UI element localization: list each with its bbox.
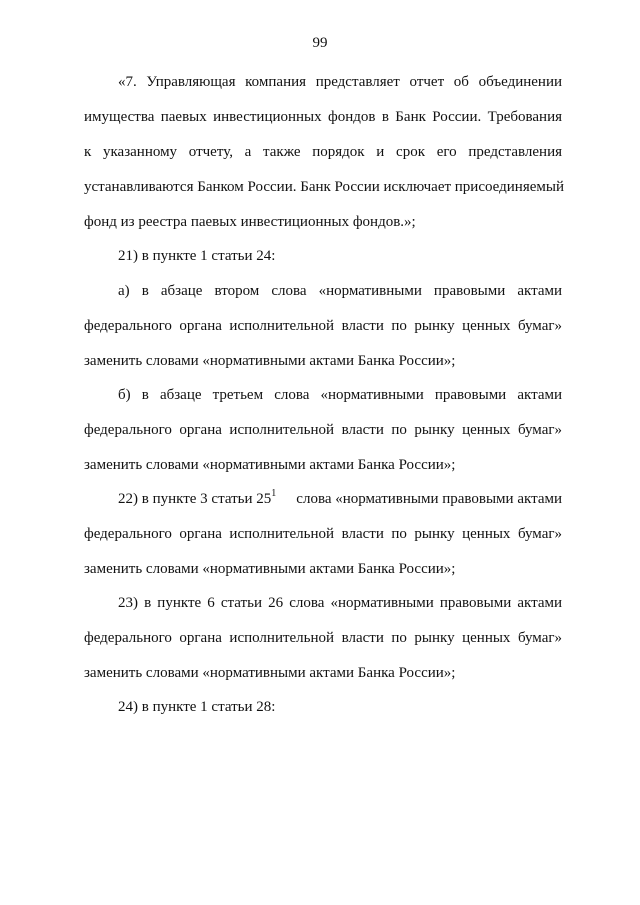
item-22-text: 22) в пункте 3 статьи 25	[118, 491, 272, 507]
subitem-b-line-2: федерального органа исполнительной власти по рынку ценных бумаг»	[84, 422, 562, 438]
item-23-line-1: 23) в пункте 6 статьи 26 слова «нормативными правовыми актами	[118, 595, 562, 611]
item-22-line-2: федерального органа исполнительной власти по рынку ценных бумаг»	[84, 526, 562, 542]
item-22-line-1	[118, 490, 562, 508]
subitem-a-line-1: а) в абзаце втором слова «нормативными правовыми актами	[118, 283, 562, 299]
item-23-line-2: федерального органа исполнительной власти по рынку ценных бумаг»	[84, 630, 562, 646]
subitem-b-line-3: заменить словами «нормативными актами Банка России»;	[84, 457, 456, 473]
paragraph-7-line-1: «7. Управляющая компания представляет отчет об объединении	[118, 74, 562, 90]
item-22-head	[118, 490, 276, 508]
item-22-tail: слова «нормативными правовыми актами	[296, 491, 562, 507]
paragraph-7-line-2: имущества паевых инвестиционных фондов в Банк России. Требования	[84, 109, 562, 125]
paragraph-7-line-3: к указанному отчету, а также порядок и срок его представления	[84, 144, 562, 160]
item-24: 24) в пункте 1 статьи 28:	[118, 699, 276, 715]
subitem-a-line-3: заменить словами «нормативными актами Банка России»;	[84, 353, 456, 369]
superscript: 1	[271, 488, 277, 499]
page-number: 99	[312, 35, 328, 51]
paragraph-7-line-4: устанавливаются Банком России. Банк России исключает присоединяемый	[84, 179, 564, 195]
item-23-line-3: заменить словами «нормативными актами Банка России»;	[84, 665, 456, 681]
item-22-line-3: заменить словами «нормативными актами Банка России»;	[84, 561, 456, 577]
item-21: 21) в пункте 1 статьи 24:	[118, 248, 276, 264]
subitem-b-line-1: б) в абзаце третьем слова «нормативными правовыми актами	[118, 387, 562, 403]
paragraph-7-line-5: фонд из реестра паевых инвестиционных фондов.»;	[84, 214, 416, 230]
subitem-a-line-2: федерального органа исполнительной власти по рынку ценных бумаг»	[84, 318, 562, 334]
